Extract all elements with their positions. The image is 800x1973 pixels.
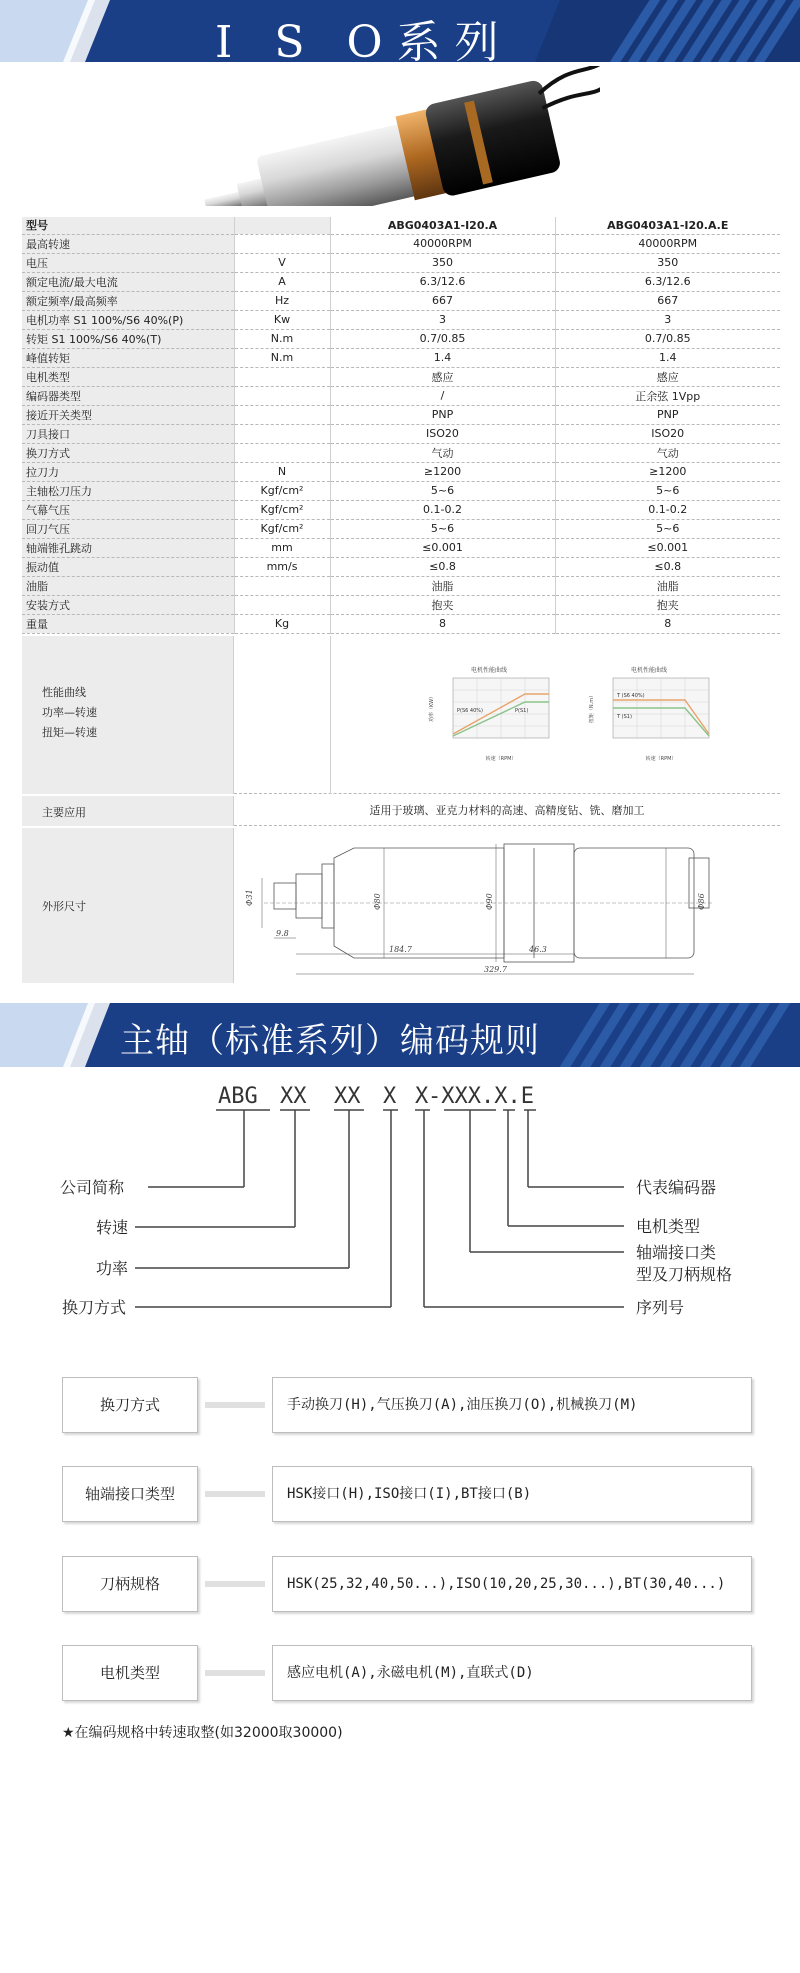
spec-value: ≤0.001 bbox=[330, 538, 555, 557]
series-banner bbox=[0, 0, 800, 62]
spec-value: ≥1200 bbox=[330, 462, 555, 481]
spec-param-name: 最高转速 bbox=[22, 234, 234, 253]
spec-unit: A bbox=[234, 272, 330, 291]
code-part-power: XX bbox=[334, 1084, 361, 1109]
power-series2-label: P(S1) bbox=[515, 708, 529, 714]
spec-param-name: 编码器类型 bbox=[22, 386, 234, 405]
torque-speed-chart bbox=[579, 664, 719, 764]
spec-unit: Kgf/cm² bbox=[234, 519, 330, 538]
spec-value: 3 bbox=[330, 310, 555, 329]
perf-curve-label-cell bbox=[22, 636, 234, 794]
spec-value: 0.1-0.2 bbox=[555, 500, 780, 519]
spec-row bbox=[22, 500, 780, 519]
spec-value: ≥1200 bbox=[555, 462, 780, 481]
spec-param-name: 电压 bbox=[22, 253, 234, 272]
spec-row bbox=[22, 481, 780, 500]
application-value: 适用于玻璃、亚克力材料的高速、高精度钻、铣、磨加工 bbox=[234, 796, 780, 826]
code-part-change: X bbox=[383, 1084, 397, 1109]
torque-x-label: 转速（RPM） bbox=[645, 756, 677, 762]
spec-value: 感应 bbox=[330, 367, 555, 386]
spec-param-name: 电机类型 bbox=[22, 367, 234, 386]
label-interface-1: 轴端接口类 bbox=[636, 1243, 717, 1262]
rule-value: 感应电机(A),永磁电机(M),直联式(D) bbox=[272, 1645, 752, 1701]
spec-unit bbox=[234, 234, 330, 253]
spec-value: 667 bbox=[330, 291, 555, 310]
spec-unit: N.m bbox=[234, 329, 330, 348]
spec-param-name: 转矩 S1 100%/S6 40%(T) bbox=[22, 329, 234, 348]
spec-param-name: 接近开关类型 bbox=[22, 405, 234, 424]
rule-row-change-method bbox=[62, 1377, 752, 1433]
dimension-drawing bbox=[234, 828, 780, 983]
spec-param-name: 刀具接口 bbox=[22, 424, 234, 443]
dim-dia-3: Φ90 bbox=[485, 893, 494, 910]
label-motor-type: 电机类型 bbox=[636, 1217, 701, 1236]
spec-param-name: 安装方式 bbox=[22, 595, 234, 614]
banner-title: 主轴（标准系列）编码规则 bbox=[120, 1021, 540, 1061]
spec-table bbox=[22, 217, 780, 634]
spec-value: 气动 bbox=[555, 443, 780, 462]
spec-param-name: 峰值转矩 bbox=[22, 348, 234, 367]
spec-value: 0.7/0.85 bbox=[330, 329, 555, 348]
spec-row bbox=[22, 367, 780, 386]
spec-value: ≤0.8 bbox=[555, 557, 780, 576]
spec-param-name: 额定电流/最大电流 bbox=[22, 272, 234, 291]
spec-row bbox=[22, 519, 780, 538]
spec-header-cell: ABG0403A1-I20.A bbox=[330, 217, 555, 234]
power-chart-title: 电机性能曲线 bbox=[470, 667, 508, 674]
torque-series2-label: T (S1) bbox=[617, 714, 632, 720]
torque-y-label: 扭矩（N.m） bbox=[589, 692, 595, 724]
spec-value: 350 bbox=[555, 253, 780, 272]
spec-row bbox=[22, 424, 780, 443]
spec-value: 0.1-0.2 bbox=[330, 500, 555, 519]
spec-value: 感应 bbox=[555, 367, 780, 386]
code-diagram bbox=[0, 1080, 800, 1340]
rule-dash bbox=[205, 1670, 265, 1676]
application-label: 主要应用 bbox=[42, 806, 86, 819]
spec-unit: Kgf/cm² bbox=[234, 481, 330, 500]
spec-unit: Kg bbox=[234, 614, 330, 633]
spec-value: 抱夹 bbox=[555, 595, 780, 614]
dim-dia-1: Φ31 bbox=[245, 889, 254, 906]
spec-param-name: 主轴松刀压力 bbox=[22, 481, 234, 500]
spec-value: PNP bbox=[330, 405, 555, 424]
spec-param-name: 重量 bbox=[22, 614, 234, 633]
spec-row bbox=[22, 538, 780, 557]
spec-value: 8 bbox=[555, 614, 780, 633]
spec-value: 350 bbox=[330, 253, 555, 272]
spec-unit bbox=[234, 443, 330, 462]
spec-row bbox=[22, 443, 780, 462]
rule-key: 轴端接口类型 bbox=[62, 1466, 198, 1522]
spec-value: PNP bbox=[555, 405, 780, 424]
code-part-company: ABG bbox=[218, 1084, 258, 1109]
perf-label: 性能曲线 bbox=[42, 686, 86, 699]
spec-row bbox=[22, 576, 780, 595]
spec-unit: V bbox=[234, 253, 330, 272]
spec-value: 667 bbox=[555, 291, 780, 310]
spec-value: 0.7/0.85 bbox=[555, 329, 780, 348]
spec-unit bbox=[234, 424, 330, 443]
torque-chart-title: 电机性能曲线 bbox=[630, 667, 668, 674]
spec-param-name: 额定频率/最高频率 bbox=[22, 291, 234, 310]
spec-unit: N bbox=[234, 462, 330, 481]
spec-row bbox=[22, 462, 780, 481]
dimensions-label: 外形尺寸 bbox=[42, 900, 86, 913]
spec-row bbox=[22, 557, 780, 576]
spec-value: 6.3/12.6 bbox=[330, 272, 555, 291]
spec-value: 油脂 bbox=[330, 576, 555, 595]
label-serial: 序列号 bbox=[636, 1298, 685, 1317]
dim-text-3: 46.3 bbox=[529, 945, 547, 954]
rule-row-holder bbox=[62, 1556, 752, 1612]
spec-param-name: 换刀方式 bbox=[22, 443, 234, 462]
spec-unit: mm/s bbox=[234, 557, 330, 576]
spec-header-cell bbox=[234, 217, 330, 234]
dim-text-4: 329.7 bbox=[484, 965, 507, 974]
rule-key: 刀柄规格 bbox=[62, 1556, 198, 1612]
spec-header-cell: ABG0403A1-I20.A.E bbox=[555, 217, 780, 234]
spec-value: 5~6 bbox=[330, 481, 555, 500]
rule-value: HSK接口(H),ISO接口(I),BT接口(B) bbox=[272, 1466, 752, 1522]
spindle-image bbox=[200, 66, 600, 206]
spec-unit bbox=[234, 576, 330, 595]
spec-row bbox=[22, 310, 780, 329]
speed-rounding-note: ★在编码规格中转速取整(如32000取30000) bbox=[62, 1725, 343, 1741]
label-change-method: 换刀方式 bbox=[62, 1298, 127, 1317]
spec-row bbox=[22, 614, 780, 633]
spec-value: 5~6 bbox=[555, 481, 780, 500]
rule-row-motor bbox=[62, 1645, 752, 1701]
banner-title: I S O系列 bbox=[215, 17, 513, 62]
spec-row bbox=[22, 348, 780, 367]
spec-param-name: 振动值 bbox=[22, 557, 234, 576]
spec-value: 5~6 bbox=[330, 519, 555, 538]
spec-value: 5~6 bbox=[555, 519, 780, 538]
spec-value: 抱夹 bbox=[330, 595, 555, 614]
dimensions-label-cell bbox=[22, 828, 234, 983]
code-part-speed: XX bbox=[280, 1084, 307, 1109]
spec-row bbox=[22, 272, 780, 291]
dimensions-drawing-cell bbox=[234, 828, 780, 983]
spec-value: 3 bbox=[555, 310, 780, 329]
spec-header-row bbox=[22, 217, 780, 234]
spec-value: 气动 bbox=[330, 443, 555, 462]
spec-row bbox=[22, 291, 780, 310]
spec-param-name: 轴端锥孔跳动 bbox=[22, 538, 234, 557]
spec-unit bbox=[234, 386, 330, 405]
label-interface-2: 型及刀柄规格 bbox=[636, 1265, 733, 1284]
perf-curve-cell bbox=[234, 636, 780, 794]
spec-value: 1.4 bbox=[330, 348, 555, 367]
spec-param-name: 油脂 bbox=[22, 576, 234, 595]
spec-value: 油脂 bbox=[555, 576, 780, 595]
dim-dia-4: Φ86 bbox=[697, 893, 706, 910]
rule-value: HSK(25,32,40,50...),ISO(10,20,25,30...),BT(30,40...) bbox=[272, 1556, 752, 1612]
rule-key: 换刀方式 bbox=[62, 1377, 198, 1433]
rule-key: 电机类型 bbox=[62, 1645, 198, 1701]
spec-value: 40000RPM bbox=[330, 234, 555, 253]
spec-row bbox=[22, 329, 780, 348]
spec-unit bbox=[234, 367, 330, 386]
coding-banner bbox=[0, 1003, 800, 1067]
dim-text-2: 184.7 bbox=[389, 945, 412, 954]
torque-series1-label: T (S6 40%) bbox=[617, 693, 645, 699]
label-speed: 转速 bbox=[96, 1218, 129, 1237]
code-part-rest: -XXX.X.E bbox=[428, 1084, 534, 1109]
spec-unit bbox=[234, 595, 330, 614]
dim-text-1: 9.8 bbox=[276, 929, 289, 938]
rule-value: 手动换刀(H),气压换刀(A),油压换刀(O),机械换刀(M) bbox=[272, 1377, 752, 1433]
rule-dash bbox=[205, 1581, 265, 1587]
spec-value: 40000RPM bbox=[555, 234, 780, 253]
spec-value: 1.4 bbox=[555, 348, 780, 367]
spec-row bbox=[22, 405, 780, 424]
power-y-label: 功率（KW） bbox=[429, 693, 435, 723]
label-company: 公司简称 bbox=[60, 1178, 125, 1197]
spec-value: 正余弦 1Vpp bbox=[555, 386, 780, 405]
label-encoder: 代表编码器 bbox=[636, 1178, 717, 1197]
dim-dia-2: Φ80 bbox=[373, 893, 382, 910]
spec-unit: Kw bbox=[234, 310, 330, 329]
spec-value: ≤0.001 bbox=[555, 538, 780, 557]
rule-row-interface bbox=[62, 1466, 752, 1522]
spec-row bbox=[22, 234, 780, 253]
spec-value: ISO20 bbox=[330, 424, 555, 443]
spec-param-name: 拉刀力 bbox=[22, 462, 234, 481]
spec-unit bbox=[234, 405, 330, 424]
power-speed-chart bbox=[419, 664, 559, 764]
spec-unit: mm bbox=[234, 538, 330, 557]
label-power: 功率 bbox=[96, 1259, 129, 1278]
spec-value: / bbox=[330, 386, 555, 405]
rule-dash bbox=[205, 1491, 265, 1497]
spec-value: 6.3/12.6 bbox=[555, 272, 780, 291]
spec-value: 8 bbox=[330, 614, 555, 633]
spec-unit: Kgf/cm² bbox=[234, 500, 330, 519]
rule-dash bbox=[205, 1402, 265, 1408]
perf-power-label: 功率—转速 bbox=[42, 706, 97, 719]
spec-row bbox=[22, 386, 780, 405]
spec-unit: N.m bbox=[234, 348, 330, 367]
spec-param-name: 气幕气压 bbox=[22, 500, 234, 519]
spec-unit: Hz bbox=[234, 291, 330, 310]
spec-row bbox=[22, 595, 780, 614]
spec-row bbox=[22, 253, 780, 272]
application-label-cell bbox=[22, 796, 234, 826]
spec-header-cell: 型号 bbox=[22, 217, 234, 234]
perf-torque-label: 扭矩—转速 bbox=[42, 726, 97, 739]
power-series1-label: P(S6 40%) bbox=[457, 708, 483, 714]
spec-param-name: 回刀气压 bbox=[22, 519, 234, 538]
spec-param-name: 电机功率 S1 100%/S6 40%(P) bbox=[22, 310, 234, 329]
spec-value: ISO20 bbox=[555, 424, 780, 443]
code-part-interface: X bbox=[415, 1084, 429, 1109]
power-x-label: 转速（RPM） bbox=[485, 756, 517, 762]
spec-value: ≤0.8 bbox=[330, 557, 555, 576]
